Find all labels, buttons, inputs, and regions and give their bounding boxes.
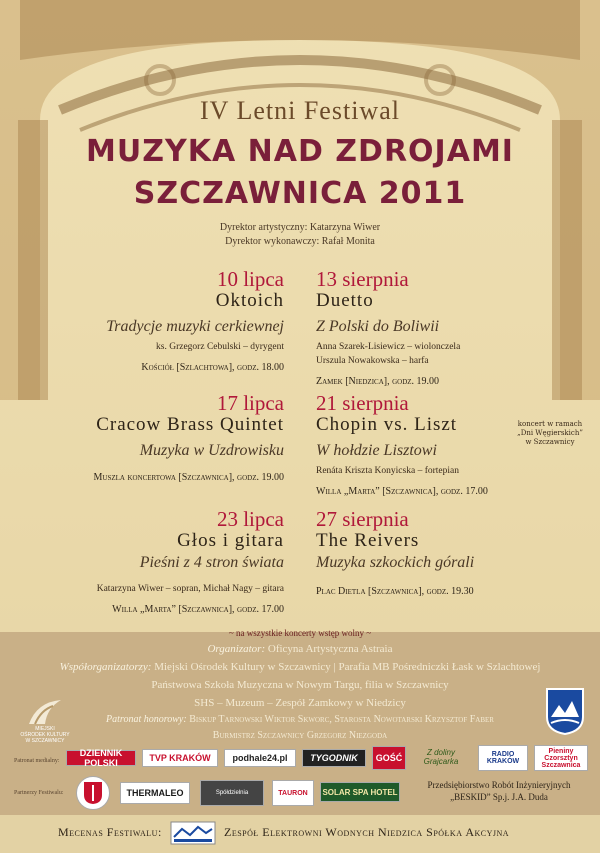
concert-performer: Renáta Kriszta Konyicska – fortepian <box>316 466 459 476</box>
concert-venue: Plac Dietla [Szczawnica], godz. 19.30 <box>316 586 474 597</box>
patron-name: Zespół Elektrowni Wodnych Niedzica Spółka Akcyjna <box>224 825 510 839</box>
concert-venue: Willa „Marta” [Szczawnica], godz. 17.00 <box>112 604 284 615</box>
concert-subtitle: W hołdzie Lisztowi <box>316 442 437 459</box>
media-logo: RADIO KRAKÓW <box>478 745 528 771</box>
concert-performer: ks. Grzegorz Cebulski – dyrygent <box>156 342 284 352</box>
concert-name: The Reivers <box>316 530 420 551</box>
media-logo: Z doliny Grajcarka <box>423 748 459 766</box>
concert-glos-gitara <box>4 508 284 615</box>
note-line: w Szczawnicy <box>525 438 575 446</box>
media-logo: Pieniny Czorsztyn Szczawnica <box>534 745 588 771</box>
partner-logo: TAURON <box>272 780 314 806</box>
hungarian-days-note <box>500 420 600 447</box>
festival-edition: IV Letni Festiwal <box>200 96 400 125</box>
patron-footer <box>0 815 600 853</box>
executive-director: Dyrektor wykonawczy: Rafał Monita <box>225 236 375 247</box>
concert-venue: Muszla koncertowa [Szczawnica], godz. 19.00 <box>93 472 284 483</box>
concert-date: 23 lipca <box>216 507 284 531</box>
concert-subtitle: Muzyka w Uzdrowisku <box>139 442 284 459</box>
concert-name: Chopin vs. Liszt <box>316 414 458 435</box>
honor-label: Patronat honorowy: <box>106 714 187 725</box>
artistic-director: Dyrektor artystyczny: Katarzyna Wiwer <box>219 222 381 233</box>
partner-text-line: Przedsiębiorstwo Robót Inżynieryjnych <box>427 780 571 790</box>
festival-location-year: SZCZAWNICA 2011 <box>133 176 467 211</box>
bird-icon <box>27 698 63 726</box>
organizer-label: Organizator: <box>207 643 266 655</box>
honorary-patronage-line2: Burmistrz Szczawnicy Grzegorz Niezgoda <box>212 730 388 741</box>
hungary-emblem-icon <box>76 776 110 810</box>
media-logo: DZIENNIK POLSKI <box>66 750 136 766</box>
organizer-line <box>0 643 600 655</box>
concert-subtitle: Muzyka szkockich górali <box>316 554 475 571</box>
concert-subtitle: Z Polski do Boliwii <box>316 318 440 335</box>
co-organizers-label: Współorganizatorzy: <box>59 661 152 673</box>
concert-venue: Zamek [Niedzica], godz. 19.00 <box>316 376 440 387</box>
media-logo: GOŚĆ <box>372 746 406 770</box>
zew-logo-icon <box>170 821 216 845</box>
partner-logo: SOLAR SPA HOTEL <box>320 782 400 802</box>
concert-cracow-brass <box>4 392 284 483</box>
concert-venue: Kościół [Szlachtowa], godz. 18.00 <box>141 362 284 373</box>
mok-logo-line: OŚRODEK KULTURY <box>20 732 70 738</box>
partner-text-line: „BESKID” Sp.j. J.A. Duda <box>450 792 548 802</box>
partner-logo: Spółdzielnia <box>200 780 264 806</box>
concert-date: 27 sierpnia <box>316 507 409 531</box>
mok-logo <box>14 688 76 744</box>
concert-venue: Willa „Marta” [Szczawnica], godz. 17.00 <box>316 486 488 497</box>
concert-name: Duetto <box>316 290 374 311</box>
organizer-name: Oficyna Artystyczna Astraia <box>267 643 393 655</box>
patron-label: Mecenas Festiwalu: <box>58 825 162 839</box>
concert-date: 17 lipca <box>216 391 284 415</box>
concert-reivers <box>316 508 596 597</box>
coat-of-arms-icon <box>545 687 585 735</box>
honor-text: Biskup Tarnowski Wiktor Skworc, Starosta Nowotarski Krzysztof Faber <box>189 714 494 725</box>
concert-duetto <box>316 268 596 387</box>
concert-chopin-liszt <box>316 392 496 497</box>
concert-oktoich <box>4 268 284 373</box>
concert-name: Cracow Brass Quintet <box>96 414 284 435</box>
concert-date: 10 lipca <box>216 267 284 291</box>
media-logo: TYGODNIK <box>302 749 366 767</box>
concert-performer: Anna Szarek-Lisiewicz – wiolonczela <box>316 342 461 352</box>
mok-logo-line: W SZCZAWNICY <box>25 738 65 744</box>
concert-name: Głos i gitara <box>177 530 284 551</box>
mok-logo-line: MIEJSKI <box>35 726 55 732</box>
concert-date: 13 sierpnia <box>316 267 409 291</box>
festival-title: MUZYKA NAD ZDROJAMI <box>86 134 514 169</box>
note-line: „Dni Węgierskich” <box>517 429 583 437</box>
concert-performer: Katarzyna Wiwer – sopran, Michał Nagy – gitara <box>96 584 284 594</box>
partner-logo: THERMALEO <box>120 782 190 804</box>
media-logo: podhale24.pl <box>224 749 296 767</box>
honorary-patronage-line1 <box>0 714 600 725</box>
concert-subtitle: Pieśni z 4 stron świata <box>139 554 284 571</box>
media-logo: TVP KRAKÓW <box>142 749 218 767</box>
concert-subtitle: Tradycje muzyki cerkiewnej <box>106 318 284 335</box>
co-organizers-line2: Państwowa Szkoła Muzyczna w Nowym Targu, filia w Szczawnicy <box>151 679 449 691</box>
co-organizers-line1 <box>0 661 600 673</box>
concert-date: 21 sierpnia <box>316 391 409 415</box>
media-patrons-label: Patronat medialny: <box>14 758 60 764</box>
partners-label: Partnerzy Festiwalu: <box>14 790 64 796</box>
co-organizers-text: Miejski Ośrodek Kultury w Szczawnicy | Parafia MB Pośredniczki Łask w Szlachtowej <box>154 661 541 673</box>
concert-performer: Urszula Nowakowska – harfa <box>316 356 429 366</box>
note-line: koncert w ramach <box>517 420 583 428</box>
concert-name: Oktoich <box>215 290 284 311</box>
co-organizers-line3: SHS – Muzeum – Zespół Zamkowy w Niedzicy <box>194 697 406 709</box>
beskid-partner <box>404 779 594 803</box>
free-entry-notice: ~ na wszystkie koncerty wstęp wolny ~ <box>228 628 372 638</box>
